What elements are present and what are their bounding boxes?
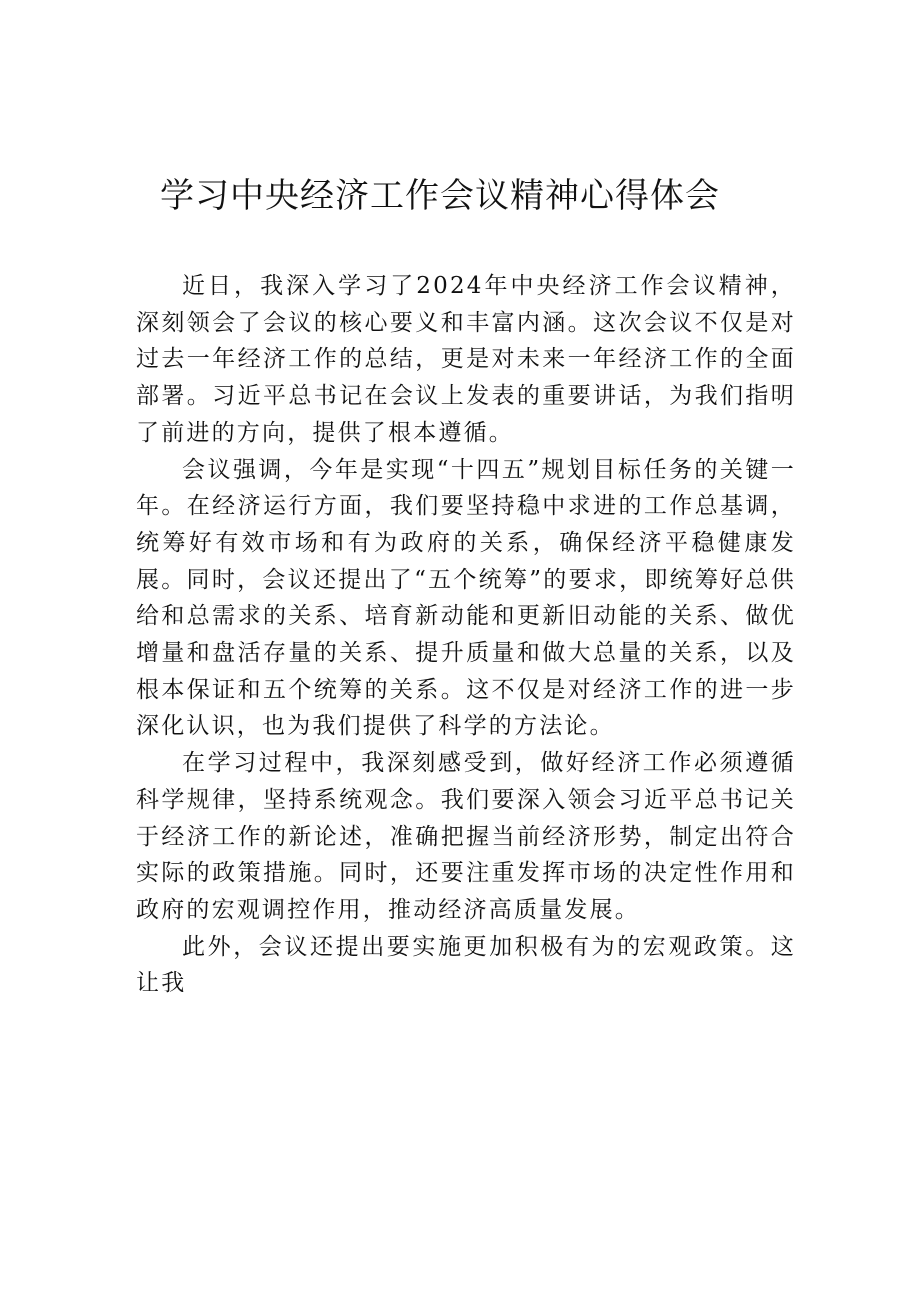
- paragraph-3: 在学习过程中，我深刻感受到，做好经济工作必须遵循科学规律，坚持系统观念。我们要深入领会习近平总书记关于经济工作的新论述，准确把握当前经济形势，制定出符合实际的政策措施。同时，还要注重发挥市场的决定性作用和政府的宏观调控作用，推动经济高质量发展。: [136, 750, 796, 923]
- document-title: 学习中央经济工作会议精神心得体会: [160, 176, 720, 216]
- paragraph-4: 此外，会议还提出要实施更加积极有为的宏观政策。这让我: [136, 933, 796, 997]
- paragraph-1: 近日，我深入学习了2024年中央经济工作会议精神，深刻领会了会议的核心要义和丰富内涵。这次会议不仅是对过去一年经济工作的总结，更是对未来一年经济工作的全面部署。习近平总书记在会议上发表的重要讲话，为我们指明了前进的方向，提供了根本遵循。: [136, 273, 796, 446]
- paragraph-2: 会议强调，今年是实现“十四五”规划目标任务的关键一年。在经济运行方面，我们要坚持稳中求进的工作总基调，统筹好有效市场和有为政府的关系，确保经济平稳健康发展。同时，会议还提出了“五个统筹”的要求，即统筹好总供给和总需求的关系、培育新动能和更新旧动能的关系、做优增量和盘活存量的关系、提升质量和做大总量的关系，以及根本保证和五个统筹的关系。这不仅是对经济工作的进一步深化认识，也为我们提供了科学的方法论。: [136, 456, 796, 740]
- document-body: [136, 268, 796, 1002]
